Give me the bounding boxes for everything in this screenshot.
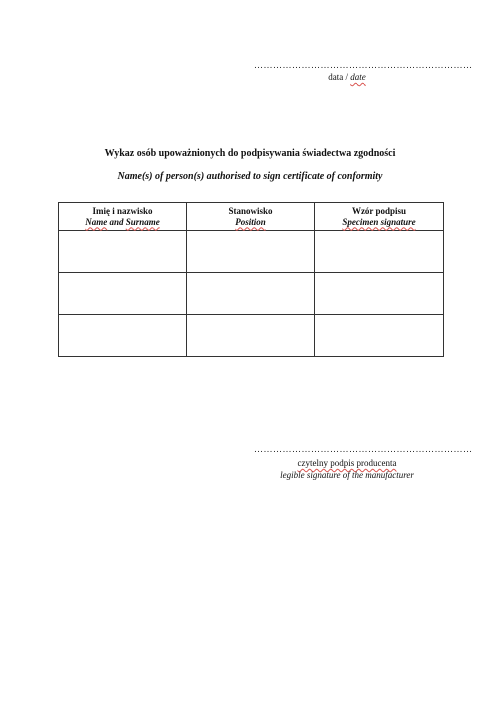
authorised-persons-table <box>58 202 444 357</box>
date-dotted-line: …………………………………………………………… <box>254 60 473 70</box>
header-position <box>187 203 315 231</box>
header-specimen-signature-en: Specimen signature <box>342 216 416 227</box>
table-row <box>59 273 444 315</box>
document-title-pl: Wykaz osób upoważnionych do podpisywania świadectwa zgodności <box>104 148 396 159</box>
signature-dotted-line: …………………………………………………………… <box>254 444 473 454</box>
signature-cell[interactable] <box>315 315 444 357</box>
position-cell[interactable] <box>187 273 315 315</box>
header-name-surname-en <box>59 217 186 228</box>
header-surname-word: Surname <box>125 216 160 227</box>
header-name-word: Name <box>85 216 108 227</box>
date-label-separator: / <box>343 72 351 82</box>
signature-label-pl-text: czytelny podpis producenta <box>297 458 397 468</box>
position-cell[interactable] <box>187 315 315 357</box>
table-row <box>59 231 444 273</box>
date-label-en: date <box>350 72 366 82</box>
table-row <box>59 315 444 357</box>
header-name-surname-pl: Imię i nazwisko <box>92 205 153 216</box>
header-specimen-signature-en-wrap <box>315 217 443 228</box>
header-name-surname <box>59 203 187 231</box>
date-label <box>254 72 440 82</box>
signature-cell[interactable] <box>315 273 444 315</box>
header-position-en: Position <box>235 216 266 227</box>
header-specimen-signature-pl: Wzór podpisu <box>351 205 407 216</box>
signature-label-en: legible signature of the manufacturer <box>280 470 414 480</box>
signature-cell[interactable] <box>315 231 444 273</box>
name-cell[interactable] <box>59 273 187 315</box>
table-header-row <box>59 203 444 231</box>
header-position-en-wrap <box>187 217 314 228</box>
name-cell[interactable] <box>59 231 187 273</box>
document-title-en: Name(s) of person(s) authorised to sign certificate of conformity <box>117 171 383 182</box>
header-position-pl: Stanowisko <box>228 205 273 216</box>
date-label-pl: data <box>328 72 344 82</box>
signature-label-pl <box>254 458 440 468</box>
header-specimen-signature <box>315 203 444 231</box>
name-cell[interactable] <box>59 315 187 357</box>
position-cell[interactable] <box>187 231 315 273</box>
header-and-word: and <box>107 216 126 227</box>
